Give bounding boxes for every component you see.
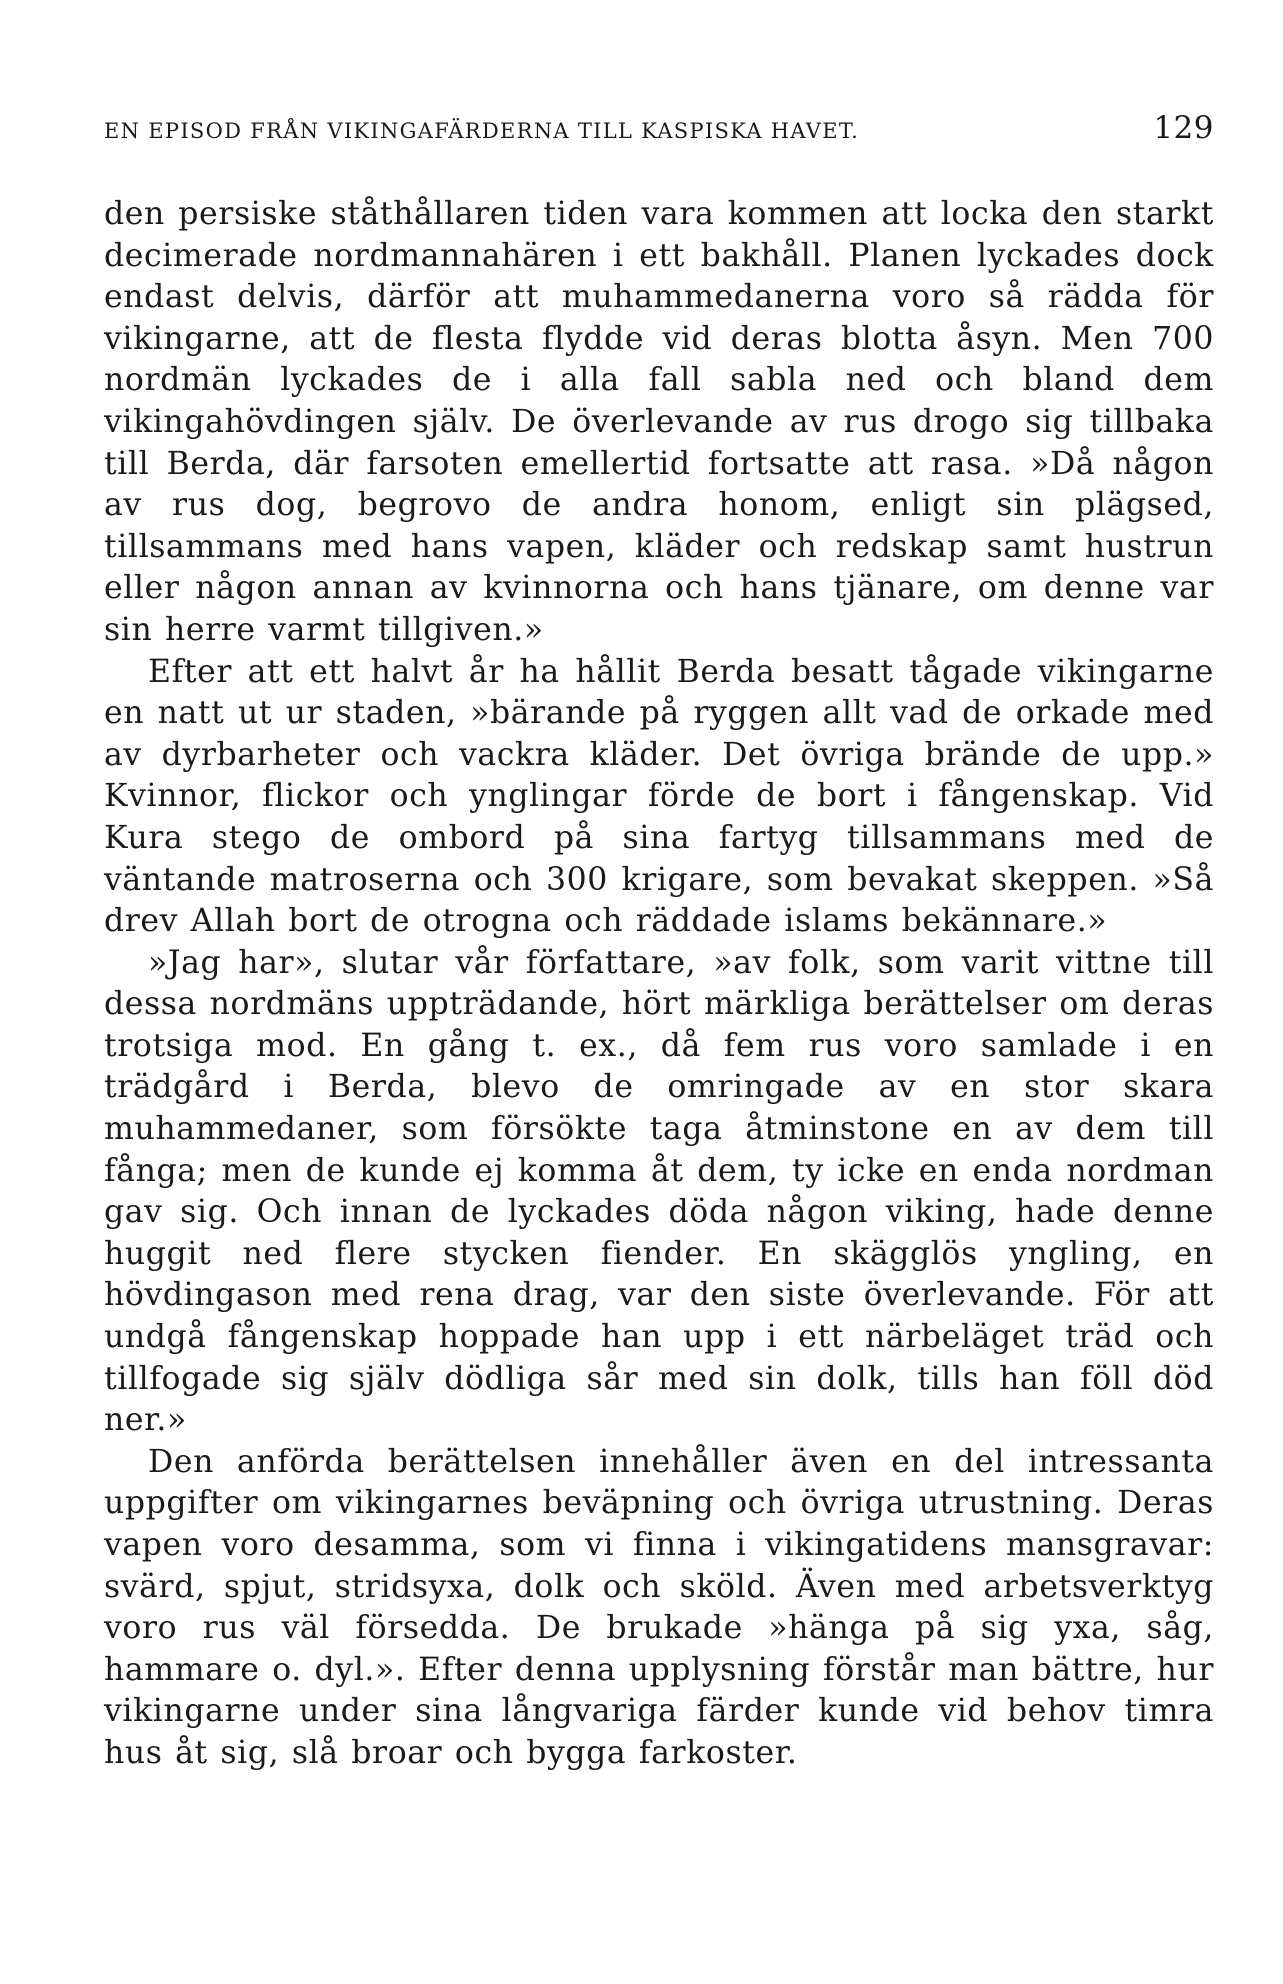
running-header bbox=[104, 110, 1214, 146]
paragraph-2: Efter att ett halvt år ha hållit Berda besatt tågade vikingarne en natt ut ur staden, »bärande på ryggen allt vad de orkade med av dyrbarheter och vackra kläder. Det övriga brände de upp.» Kvinnor, flickor och ynglingar förde de bort i fångenskap. Vid Kura stego de ombord på sina fartyg tillsammans med de väntande matroserna och 300 krigare, som bevakat skeppen. »Så drev Allah bort de otrogna och räddade islams bekännare.» bbox=[104, 653, 1214, 940]
running-title: EN EPISOD FRÅN VIKINGAFÄRDERNA TILL KASPISKA HAVET. bbox=[104, 119, 860, 143]
paragraph-3: »Jag har», slutar vår författare, »av folk, som varit vittne till dessa nordmäns uppträdande, hört märkliga berättelser om deras trotsiga mod. En gång t. ex., då fem rus voro samlade i en trädgård i Berda, blevo de omringade av en stor skara muhammedaner, som försökte taga åtminstone en av dem till fånga; men de kunde ej komma åt dem, ty icke en enda nordman gav sig. Och innan de lyckades döda någon viking, hade denne huggit ned flere stycken fiender. En skägglös yngling, en hövdingason med rena drag, var den siste överlevande. För att undgå fångenskap hoppade han upp i ett närbeläget träd och tillfogade sig själv dödliga sår med sin dolk, tills han föll död ner.» bbox=[104, 944, 1214, 1439]
paragraph-1: den persiske ståthållaren tiden vara kommen att locka den starkt decimerade nordmannahären i ett bakhåll. Planen lyckades dock endast delvis, därför att muhammedanerna voro så rädda för vikingarne, att de flesta flydde vid deras blotta åsyn. Men 700 nordmän lyckades de i alla fall sabla ned och bland dem vikingahövdingen själv. De överlevande av rus drogo sig tillbaka till Berda, där farsoten emellertid fortsatte att rasa. »Då någon av rus dog, begrovo de andra honom, enligt sin plägsed, tillsammans med hans vapen, kläder och redskap samt hustrun eller någon annan av kvinnorna och hans tjänare, om denne var sin herre varmt tillgiven.» bbox=[104, 196, 1214, 648]
page-number: 129 bbox=[1153, 110, 1214, 146]
book-page bbox=[104, 110, 1214, 1775]
body-text bbox=[104, 194, 1214, 1775]
paragraph-4: Den anförda berättelsen innehåller även en del intressanta uppgifter om vikingarnes beväpning och övriga utrustning. Deras vapen voro desamma, som vi finna i vikingatidens mansgravar: svärd, spjut, stridsyxa, dolk och sköld. Även med arbetsverktyg voro rus väl försedda. De brukade »hänga på sig yxa, såg, hammare o. dyl.». Efter denna upplysning förstår man bättre, hur vikingarne under sina långvariga färder kunde vid behov timra hus åt sig, slå broar och bygga farkoster. bbox=[104, 1443, 1214, 1771]
